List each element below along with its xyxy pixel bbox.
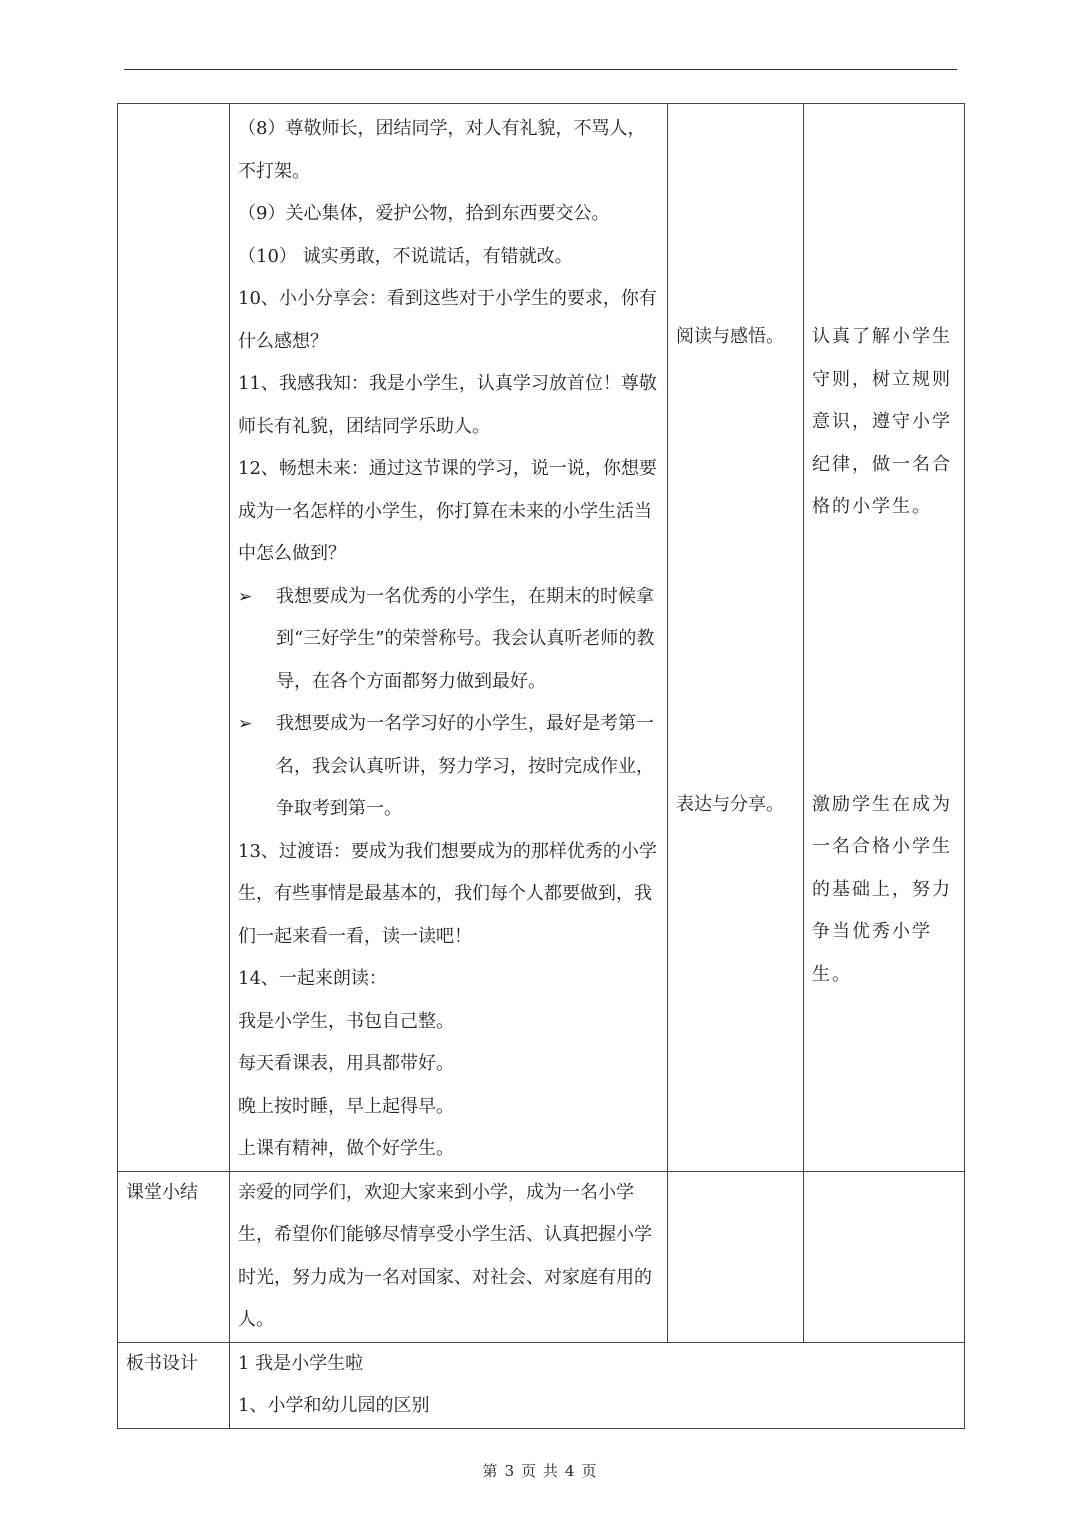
bullet-item — [238, 703, 659, 831]
footer-suffix: 页 — [581, 1462, 598, 1480]
arrowhead-bullet-icon: ➢ — [238, 714, 253, 734]
design-intent-cell — [804, 104, 965, 1172]
bullet-text: 我想要成为一名优秀的小学生，在期末的时候拿到“三好学生”的荣誉称号。我会认真听老师的教导，在各个方面都努力做到最好。 — [276, 585, 655, 692]
bullet-text: 我想要成为一名学习好的小学生，最好是考第一名，我会认真听讲，努力学习，按时完成作业，争取考到第一。 — [276, 713, 654, 819]
summary-label: 课堂小结 — [118, 1171, 230, 1342]
lesson-plan-table — [117, 103, 965, 1429]
student-activity-sharing: 表达与分享。 — [676, 793, 784, 815]
step-11-reflection: 11、我感我知：我是小学生，认真学习放首位！尊敬师长有礼貌，团结同学乐助人。 — [238, 373, 657, 437]
board-title: 1 我是小学生啦 — [238, 1352, 364, 1374]
step-14-read-aloud: 14、一起来朗读： — [238, 968, 387, 989]
rule-9: （9）关心集体，爱护公物，拾到东西要交公。 — [238, 203, 610, 224]
arrowhead-bullet-icon: ➢ — [238, 586, 253, 607]
step-10-sharing: 10、小小分享会：看到这些对于小学生的要求，你有什么感想？ — [238, 288, 657, 352]
summary-empty-cell — [804, 1171, 965, 1342]
footer-mid: 页 共 — [521, 1462, 559, 1480]
design-intent-excellence: 激励学生在成为一名合格小学生的基础上，努力争当优秀小学生。 — [812, 793, 952, 985]
footer-prefix: 第 — [482, 1462, 499, 1480]
board-design-label: 板书设计 — [118, 1342, 230, 1428]
board-design-row — [118, 1342, 965, 1428]
rule-8: （8）尊敬师长，团结同学，对人有礼貌，不骂人，不打架。 — [238, 118, 646, 182]
teaching-process-row — [118, 104, 965, 1172]
section-label-cell-empty — [118, 104, 230, 1172]
chant-line: 每天看课表，用具都带好。 — [238, 1053, 454, 1074]
page-footer — [0, 1460, 1080, 1481]
summary-content: 亲爱的同学们，欢迎大家来到小学，成为一名小学生，希望你们能够尽情享受小学生活、认真把握小学时光，努力成为一名对国家、对社会、对家庭有用的人。 — [230, 1171, 668, 1342]
board-line: 1、小学和幼儿园的区别 — [238, 1395, 430, 1416]
rule-10: （10） 诚实勇敢，不说谎话，有错就改。 — [238, 245, 573, 267]
total-pages-number: 4 — [564, 1462, 576, 1480]
teacher-activity-cell — [230, 104, 668, 1172]
student-activity-cell — [668, 104, 804, 1172]
chant-line: 晚上按时睡，早上起得早。 — [238, 1095, 454, 1117]
header-rule — [124, 69, 957, 70]
student-activity-reading: 阅读与感悟。 — [676, 326, 784, 347]
board-design-content — [230, 1342, 965, 1428]
bullet-item — [238, 576, 659, 704]
chant-line: 我是小学生，书包自己整。 — [238, 1010, 454, 1032]
current-page-number: 3 — [504, 1462, 516, 1480]
chant-line: 上课有精神，做个好学生。 — [238, 1138, 454, 1159]
design-intent-rules: 认真了解小学生守则，树立规则意识，遵守小学纪律，做一名合格的小学生。 — [812, 326, 952, 517]
step-12-future: 12、畅想未来：通过这节课的学习，说一说，你想要成为一名怎样的小学生，你打算在未来的小学生活当中怎么做到？ — [238, 458, 657, 564]
step-13-transition: 13、过渡语：要成为我们想要成为的那样优秀的小学生，有些事情是最基本的，我们每个人都要做到，我们一起来看一看，读一读吧！ — [238, 840, 657, 947]
summary-empty-cell — [668, 1171, 804, 1342]
summary-row — [118, 1171, 965, 1342]
